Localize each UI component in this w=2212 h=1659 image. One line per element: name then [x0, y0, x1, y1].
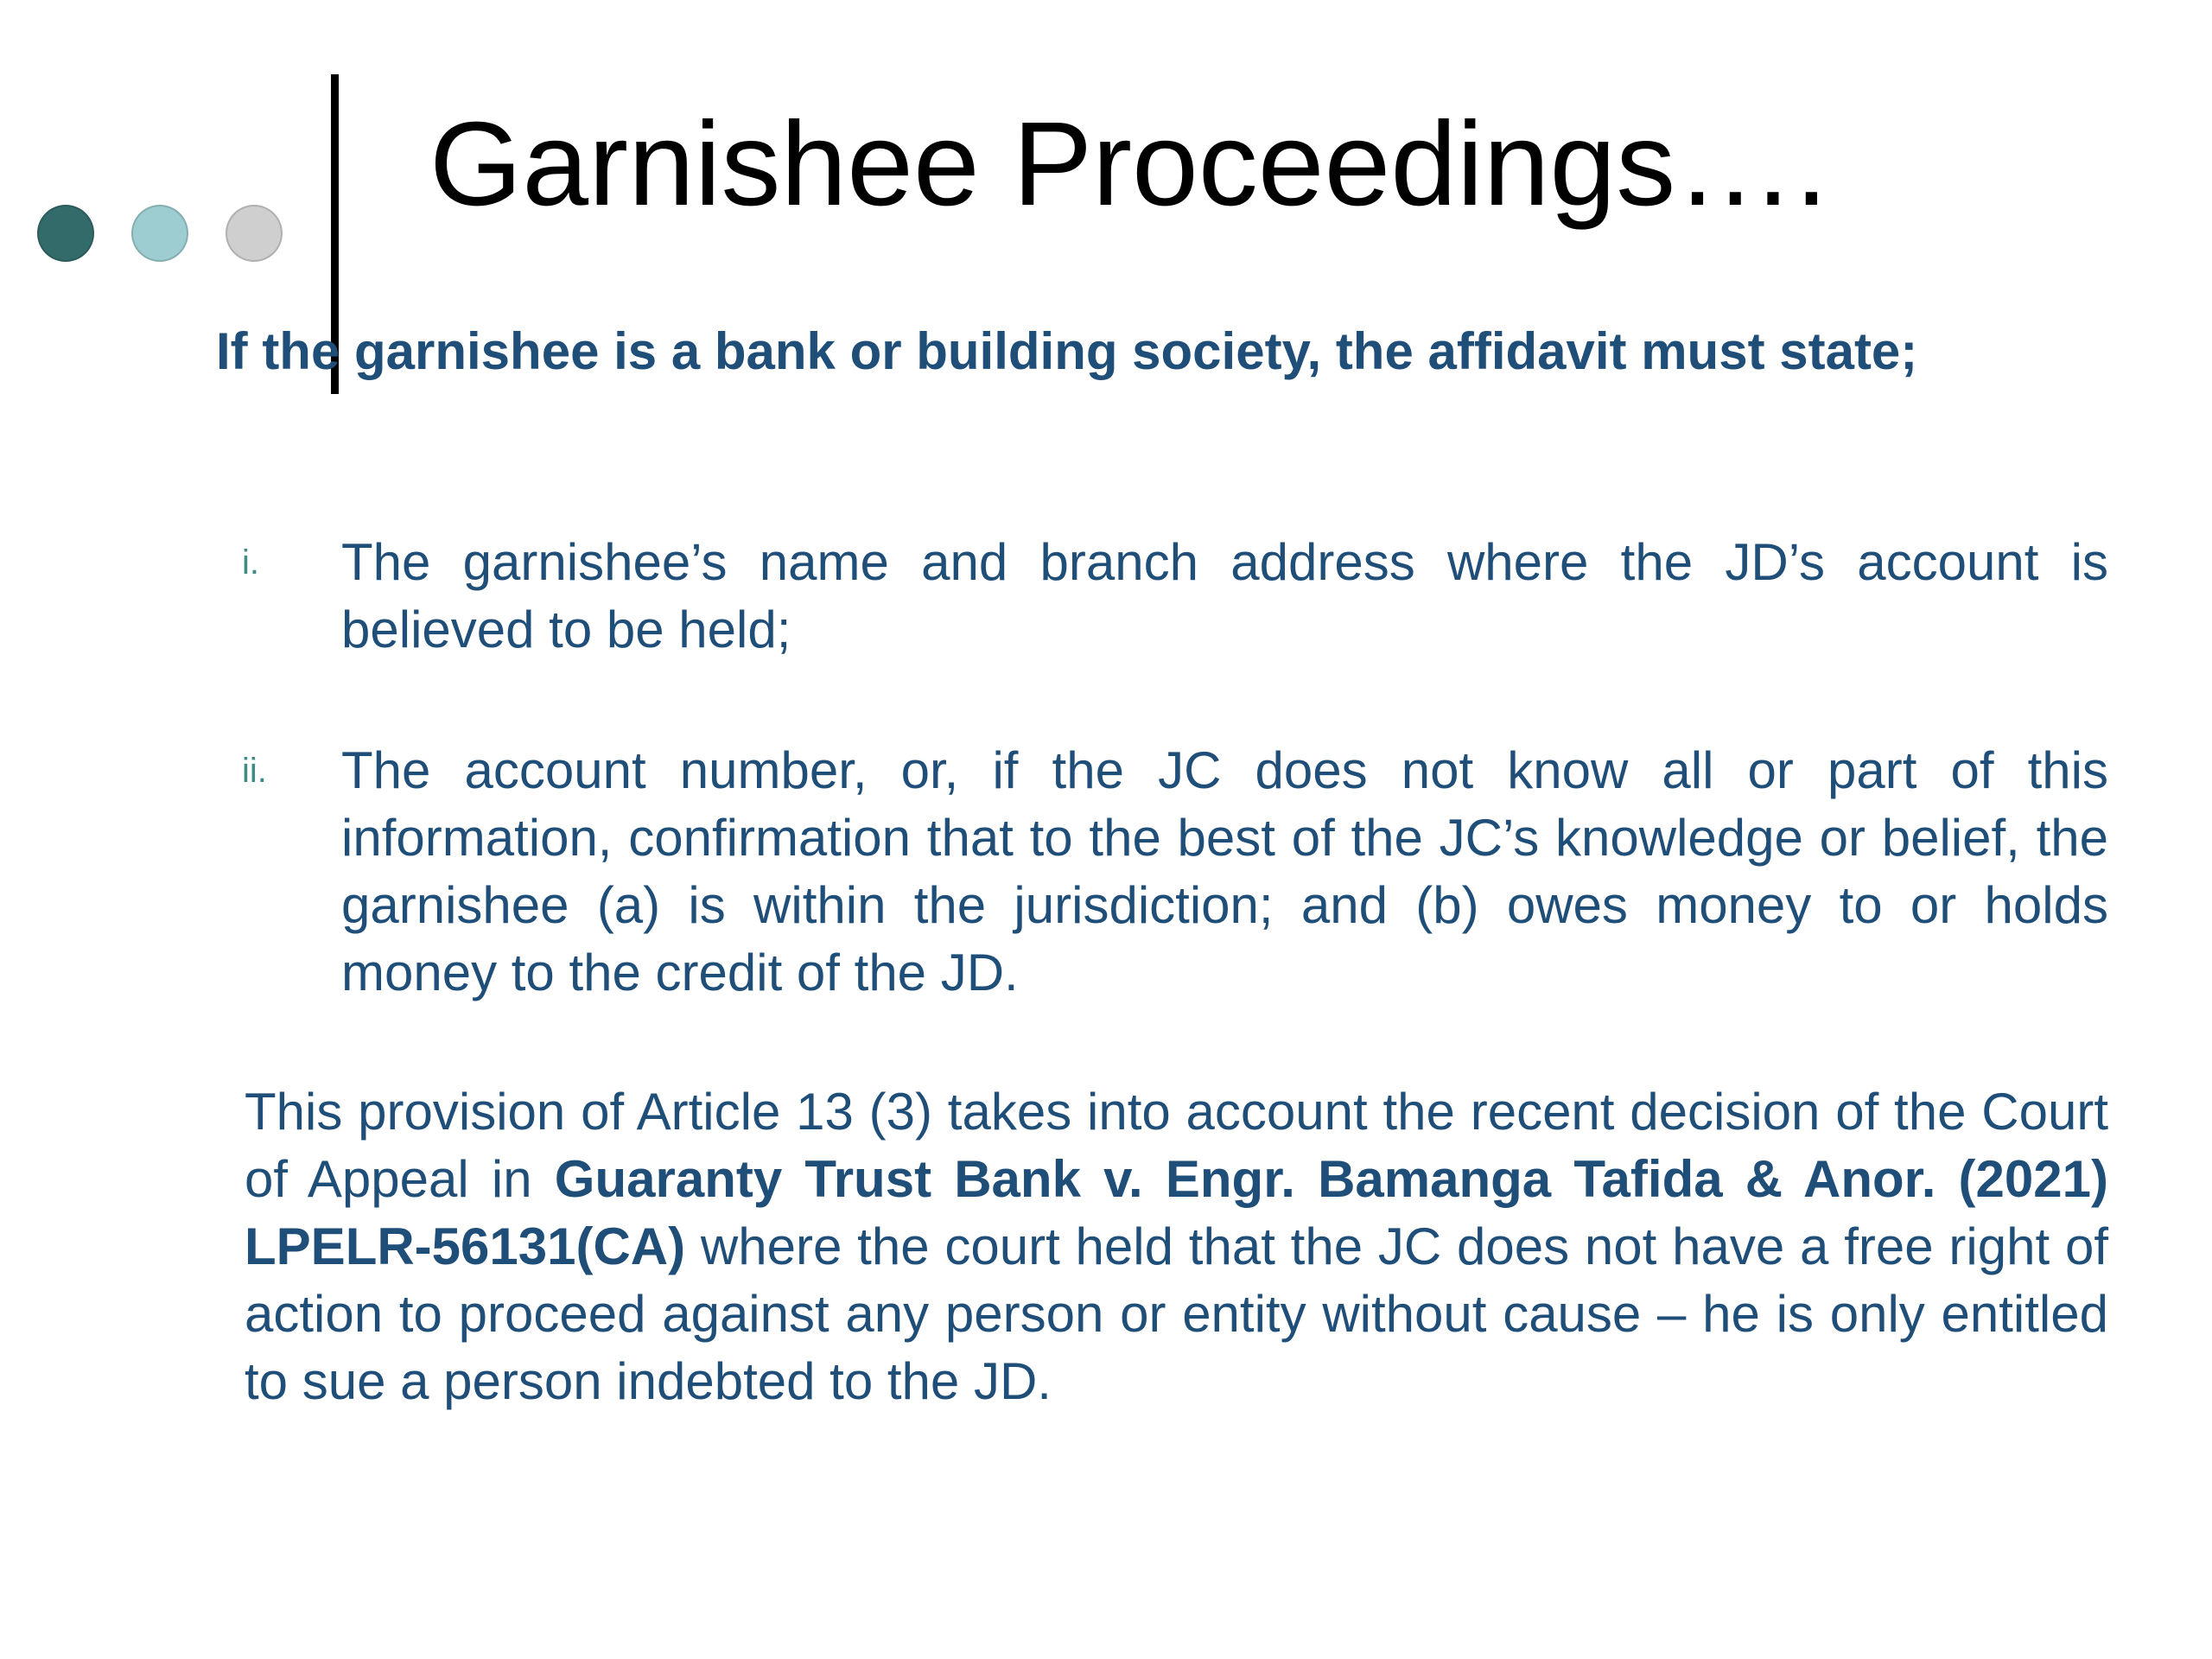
- case-citation: Guaranty Trust Bank v. Engr. Bamanga Tafida & Anor. (2021) LPELR-56131(CA): [245, 1150, 2108, 1275]
- slide-title: Garnishee Proceedings….: [429, 98, 1828, 231]
- dark-teal-dot: [37, 205, 94, 262]
- list-marker: i.: [242, 543, 259, 582]
- grey-dot: [226, 205, 283, 262]
- list-item: [242, 737, 2108, 1007]
- light-teal-dot: [131, 205, 188, 262]
- intro-heading: If the garnishee is a bank or building society, the affidavit must state;: [216, 322, 1918, 380]
- list-item: [242, 529, 2108, 664]
- paragraph-text-end: where the court held that the JC does not have a free right of action to proceed against any person or entity without cause – he is only entitled to sue a person indebted to the JD.: [245, 1217, 2108, 1410]
- list-item-text: The account number, or, if the JC does not know all or part of this information, confirmation that to the best of the JC’s knowledge or belief, the garnishee (a) is within the jurisdiction; and (b) owes money to or holds money to the credit of the JD.: [341, 741, 2108, 1001]
- list-item-text: The garnishee’s name and branch address where the JD’s account is believed to be held;: [341, 533, 2108, 658]
- paragraph-text-start: This provision of Article 13 (3) takes into account the recent decision of the Court of Appeal in: [245, 1083, 2108, 1208]
- list-marker: ii.: [242, 752, 267, 790]
- body-paragraph: [245, 1078, 2108, 1415]
